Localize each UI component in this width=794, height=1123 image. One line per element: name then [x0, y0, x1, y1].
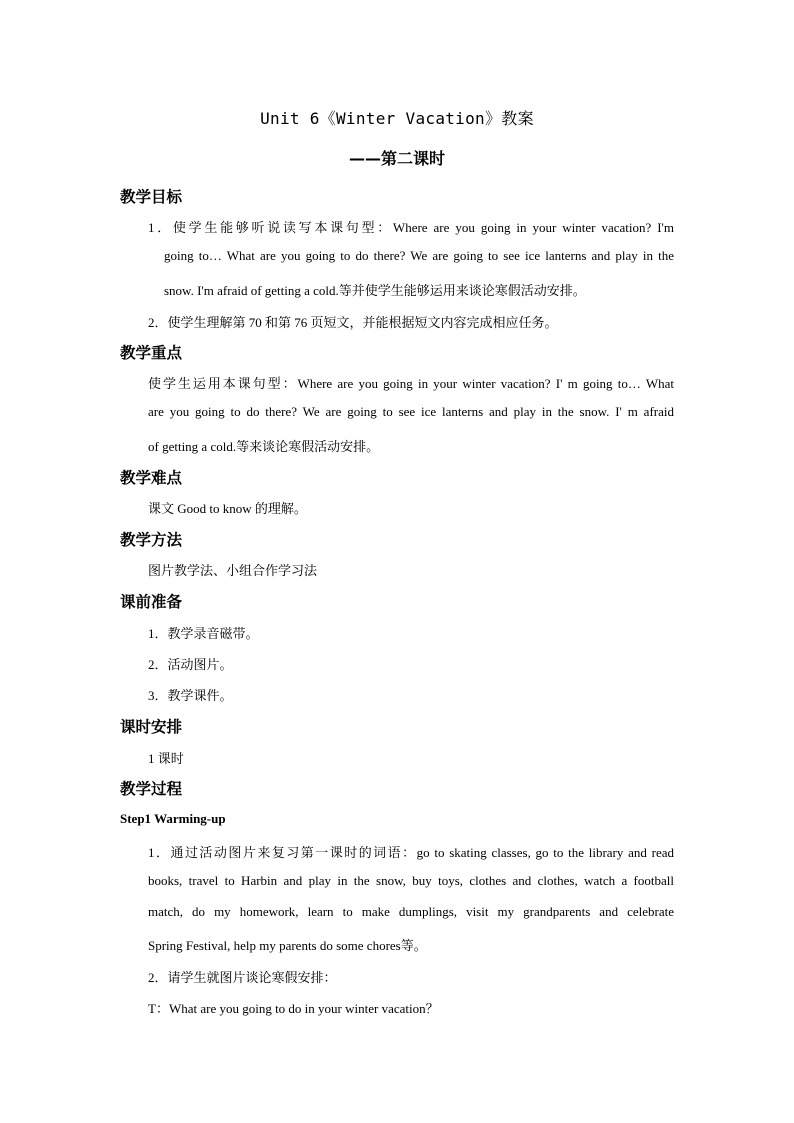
objective-2: 2．使学生理解第 70 和第 76 页短文，并能根据短文内容完成相应任务。	[148, 315, 558, 330]
difficulties-text: 课文 Good to know 的理解。	[148, 501, 307, 516]
key-points-line-3: of getting a cold.等来谈论寒假活动安排。	[148, 439, 380, 454]
schedule-heading: 课时安排	[120, 718, 183, 736]
document-title: Unit 6《Winter Vacation》教案	[260, 109, 534, 128]
objective-1-line-1: 1．使学生能够听说读写本课句型：Where are you going in your winter vacation? I'm	[148, 220, 674, 235]
key-points-line-2: are you going to do there? We are going to see ice lanterns and play in the snow. I' m afraid	[148, 404, 674, 419]
objective-1-line-3: snow. I'm afraid of getting a cold.等并使学生能够运用来谈论寒假活动安排。	[164, 283, 586, 298]
preparation-item: 2．活动图片。	[148, 657, 233, 672]
step1-title: Step1 Warming-up	[120, 811, 226, 826]
process-item-1-line-4: Spring Festival, help my parents do some chores等。	[148, 938, 427, 953]
process-item-1-line-3: match, do my homework, learn to make dumplings, visit my grandparents and celebrate	[148, 904, 674, 919]
schedule-text: 1 课时	[148, 751, 184, 766]
objectives-heading: 教学目标	[120, 188, 183, 206]
process-item-2: 2．请学生就图片谈论寒假安排：	[148, 970, 337, 985]
preparation-item: 3．教学课件。	[148, 688, 233, 703]
key-points-line-1: 使学生运用本课句型：Where are you going in your winter vacation? I' m going to… What	[148, 376, 674, 391]
key-points-heading: 教学重点	[120, 344, 183, 362]
process-item-1-line-2: books, travel to Harbin and play in the snow, buy toys, clothes and clothes, watch a football	[148, 873, 674, 888]
objective-1-line-2: going to… What are you going to do there? We are going to see ice lanterns and play in the	[164, 248, 674, 263]
preparation-heading: 课前准备	[120, 593, 183, 611]
process-heading: 教学过程	[120, 780, 183, 798]
document-subtitle: ——第二课时	[348, 149, 445, 168]
difficulties-heading: 教学难点	[120, 469, 183, 487]
methods-text: 图片教学法、小组合作学习法	[148, 563, 318, 578]
teacher-line: T：What are you going to do in your winter vacation？	[148, 1001, 439, 1016]
preparation-item: 1．教学录音磁带。	[148, 626, 259, 641]
methods-heading: 教学方法	[120, 531, 183, 549]
process-item-1-line-1: 1．通过活动图片来复习第一课时的词语：go to skating classes, go to the library and read	[148, 845, 674, 860]
